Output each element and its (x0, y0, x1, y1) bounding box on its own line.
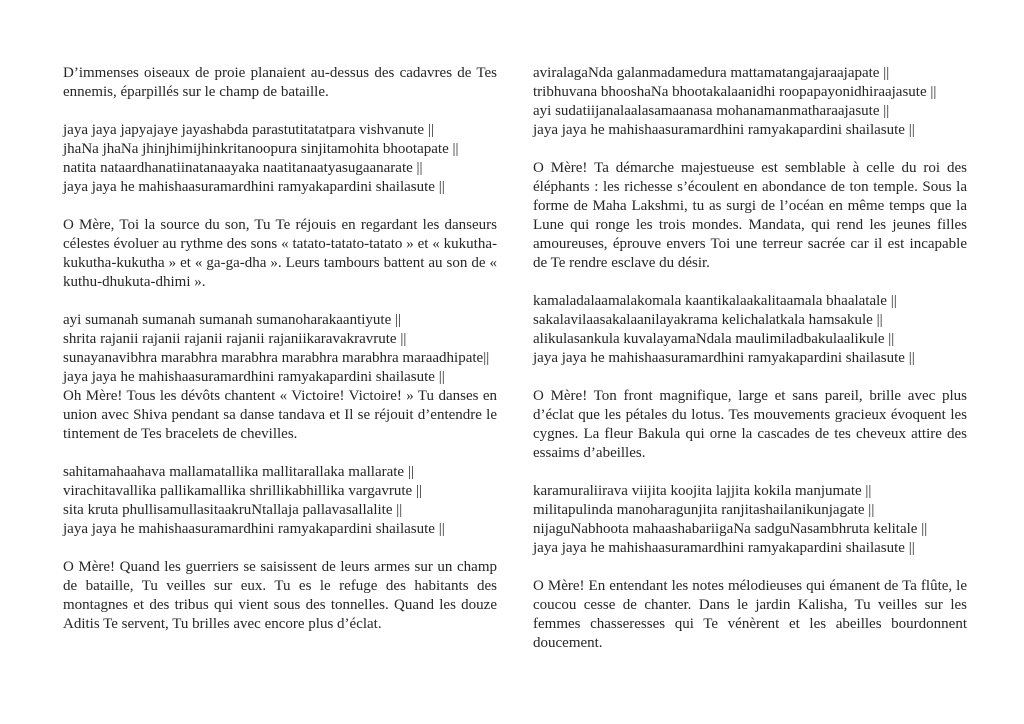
right-column (533, 64, 967, 724)
verse-line: alikulasankula kuvalayamaNdala maulimiladbakulaalikule || (533, 331, 895, 347)
verse-line: ayi sumanah sumanah sumanah sumanoharakaantiyute || (63, 312, 401, 328)
verse-line: shrita rajanii rajanii rajanii rajanii rajaniikaravakravrute || (63, 331, 407, 347)
verse-line: sakalavilaasakalaanilayakrama kelichalatkala hamsakule || (533, 312, 883, 328)
verse-line: jaya jaya japyajaye jayashabda parastutitatatpara vishvanute || (63, 122, 434, 138)
paragraph: O Mère! Ta démarche majestueuse est semblable à celle du roi des éléphants : les richesse s’écoulent en abondance de ton temple. Sous la forme de Maha Lakshmi, tu as surgi de l’océan en même temps que la Lune qui ronge les trois mondes. Mandata, qui rend les jeunes filles amoureuses, éprouve envers Toi une terreur sacrée car il est incapable de Te rendre esclave du désir. (533, 160, 967, 271)
verse-line: sita kruta phullisamullasitaakruNtallaja pallavasallalite || (63, 502, 403, 518)
verse-line: ayi sudatiijanalaalasamaanasa mohanamanmatharaajasute || (533, 103, 890, 119)
verse-block (533, 482, 967, 558)
verse-block (533, 292, 967, 368)
verse-line: kamaladalaamalakomala kaantikalaakalitaamala bhaalatale || (533, 293, 897, 309)
verse-line: jaya jaya he mahishaasuramardhini ramyakapardini shailasute || (63, 179, 445, 195)
verse-line: aviralagaNda galanmadamedura mattamatangajaraajapate || (533, 65, 890, 81)
paragraph: Oh Mère! Tous les dévôts chantent « Victoire! Victoire! » Tu danses en union avec Shiva pendant sa danse tandava et Il se réjouit d’entendre le tintement de Tes bracelets de chevilles. (63, 388, 497, 442)
paragraph: O Mère! Quand les guerriers se saisissent de leurs armes sur un champ de bataille, Tu veilles sur eux. Tu es le refuge des habitants des montagnes et des tribus qui vient sous des tonnelles. Quand les douze Aditis Te servent, Tu brilles avec encore plus d’éclat. (63, 559, 497, 632)
verse-line: virachitavallika pallikamallika shrillikabhillika vargavrute || (63, 483, 422, 499)
verse-line: tribhuvana bhooshaNa bhootakalaanidhi roopapayonidhiraajasute || (533, 84, 937, 100)
paragraph: D’immenses oiseaux de proie planaient au-dessus des cadavres de Tes ennemis, éparpillés sur le champ de bataille. (63, 65, 497, 100)
paragraph: O Mère! En entendant les notes mélodieuses qui émanent de Ta flûte, le coucou cesse de chanter. Dans le jardin Kalisha, Tu veilles sur les femmes chasseresses qui Te vénèrent et les abeilles bourdonnent doucement. (533, 578, 967, 651)
verse-line: jaya jaya he mahishaasuramardhini ramyakapardini shailasute || (63, 521, 445, 537)
verse-line: jaya jaya he mahishaasuramardhini ramyakapardini shailasute || (533, 350, 915, 366)
verse-line: natita nataardhanatiinatanaayaka naatitanaatyasugaanarate || (63, 160, 423, 176)
verse-line: militapulinda manoharagunjita ranjitashailanikunjagate || (533, 502, 875, 518)
verse-line: sahitamahaahava mallamatallika mallitarallaka mallarate || (63, 464, 414, 480)
left-column (63, 64, 497, 724)
verse-block (63, 311, 497, 387)
verse-line: jaya jaya he mahishaasuramardhini ramyakapardini shailasute || (533, 540, 915, 556)
verse-line: nijaguNabhoota mahaashabariigaNa sadguNasambhruta kelitale || (533, 521, 928, 537)
verse-block (533, 64, 967, 140)
verse-line: jhaNa jhaNa jhinjhimijhinkritanoopura sinjitamohita bhootapate || (63, 141, 459, 157)
verse-line: sunayanavibhra marabhra marabhra marabhra marabhra maraadhipate|| (63, 350, 490, 366)
paragraph: O Mère, Toi la source du son, Tu Te réjouis en regardant les danseurs célestes évoluer au rythme des sons « tatato-tatato-tatato » et « kukutha-kukutha-kukutha » et « ga-ga-dha ». Leurs tambours battent au son de « kuthu-dhukuta-dhimi ». (63, 217, 497, 290)
paragraph: O Mère! Ton front magnifique, large et sans pareil, brille avec plus d’éclat que les pétales du lotus. Tes mouvements gracieux évoquent les cygnes. La fleur Bakula qui orne la cascades de tes cheveux attire des essaims d’abeilles. (533, 388, 967, 461)
verse-block (63, 463, 497, 539)
verse-line: jaya jaya he mahishaasuramardhini ramyakapardini shailasute || (533, 122, 915, 138)
verse-block (63, 121, 497, 197)
verse-line: karamuraliirava viijita koojita lajjita kokila manjumate || (533, 483, 872, 499)
verse-line: jaya jaya he mahishaasuramardhini ramyakapardini shailasute || (63, 369, 445, 385)
